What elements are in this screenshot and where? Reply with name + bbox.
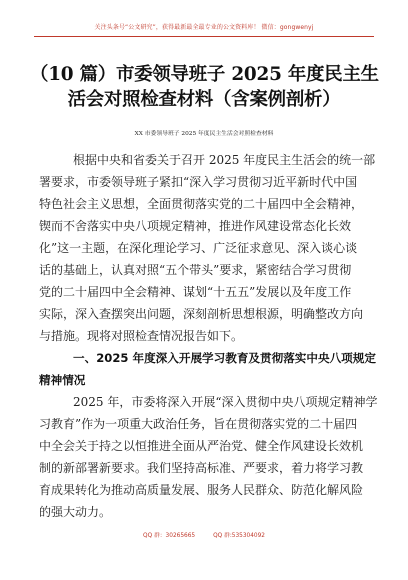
text-line: 制的新部署新要求。我们坚持高标准、严要求，着力将学习教	[39, 461, 364, 475]
text-line: 锲而不舍落实中央八项规定精神，推进作风建设常态化长效	[39, 219, 352, 233]
heading-line: 一、2025 年度深入开展学习教育及贯彻落实中央八项规定	[73, 351, 376, 365]
footer-qq-group-1: QQ 群：30265665	[143, 533, 196, 539]
text-line: 2025 年，市委将深入开展“深入贯彻中央八项规定精神学	[73, 395, 378, 409]
text-line: 化”这一主题，在深化理论学习、广泛征求意见、深入谈心谈	[39, 241, 358, 255]
header-divider	[34, 36, 374, 37]
text-line: 育成果转化为推动高质量发展、服务人民群众、防范化解风险	[39, 483, 364, 497]
intro-paragraph	[39, 149, 376, 347]
text-line: 党的二十届四中全会精神、谋划“十五五”发展以及年度工作	[39, 285, 352, 299]
header-banner: 关注头条号“公文研究”，获得最新最全最专业的公文资料库！ 微信：gongwenyj	[94, 24, 314, 31]
text-line: 根据中央和省委关于召开 2025 年度民主生活会的统一部	[73, 153, 376, 167]
text-line: 署要求，市委领导班子紧扣“深入学习贯彻习近平新时代中国	[39, 175, 358, 189]
text-line: 的强大动力。	[39, 505, 112, 519]
text-line: 与措施。现将对照检查情况报告如下。	[39, 329, 244, 343]
section-paragraph	[39, 391, 378, 523]
text-line: 中全会关于持之以恒推进全面从严治党、健全作风建设长效机	[39, 439, 364, 453]
heading-line: 精神情况	[39, 373, 86, 387]
text-line: 实际，深入查摆突出问题，深刻剖析思想根源，明确整改方向	[39, 307, 364, 321]
text-line: 特色社会主义思想，全面贯彻落实党的二十届四中全会精神，	[39, 197, 364, 211]
section-heading	[39, 347, 376, 391]
footer-qq-group-2: QQ 群:535304092	[213, 533, 265, 539]
text-line: 话的基础上，认真对照“五个带头”要求，紧密结合学习贯彻	[39, 263, 352, 277]
title-line-1: （10 篇）市委领导班子 2025 年度民主生	[30, 64, 379, 85]
text-line: 习教育”作为一项重大政治任务，旨在贯彻落实党的二十届四	[39, 417, 358, 431]
footer-contact	[0, 530, 408, 539]
document-title	[30, 62, 378, 112]
document-subtitle: XX 市委领导班子 2025 年度民主生活会对照检查材料	[134, 131, 274, 137]
title-line-2: 活会对照检查材料（含案例剖析）	[67, 89, 341, 110]
